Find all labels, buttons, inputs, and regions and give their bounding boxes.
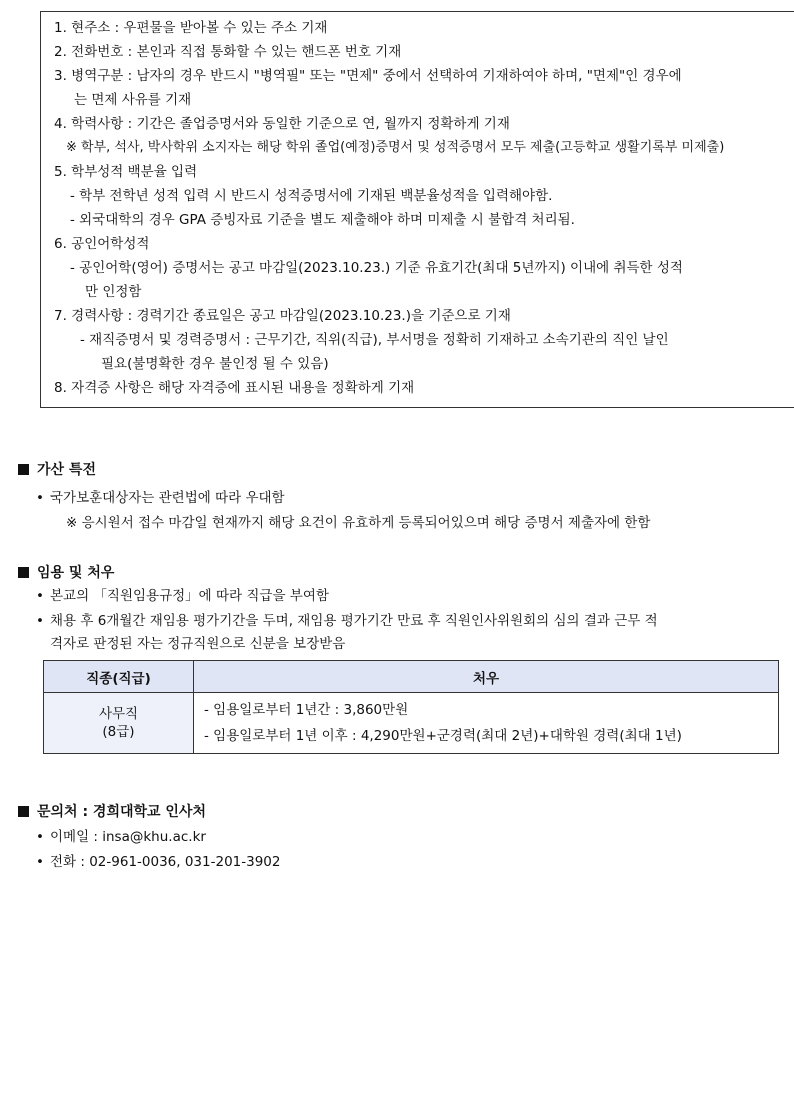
compensation-table [43,660,779,754]
bonus-item: • 국가보훈대상자는 관련법에 따라 우대함 [36,490,285,506]
guide-item-gpa-sub1: - 학부 전학년 성적 입력 시 반드시 성적증명서에 기재된 백분율성적을 입력해야함. [70,188,553,204]
guide-item-certificate: 8. 자격증 사항은 해당 자격증에 표시된 내용을 정확하게 기재 [54,380,415,396]
guide-item-career-sub1-cont: 필요(불명확한 경우 불인정 될 수 있음) [101,356,329,372]
table-header-compensation: 처우 [194,661,779,693]
table-header-rank: 직종(직급) [44,661,194,693]
guide-item-career-sub1: - 재직증명서 및 경력증명서 : 근무기간, 직위(직급), 부서명을 정확히 기재하고 소속기관의 직인 날인 [80,332,669,348]
section-title-appointment: 임용 및 처우 [18,562,114,582]
section-title-bonus: 가산 특전 [18,459,96,479]
table-header-row [44,661,779,693]
guide-item-language-sub1-cont: 만 인정함 [85,284,142,300]
contact-phone: • 전화 : 02-961-0036, 031-201-3902 [36,854,281,870]
square-bullet-icon [18,806,29,817]
bullet-dot-icon: • [36,588,44,604]
guide-item-gpa-sub2: - 외국대학의 경우 GPA 증빙자료 기준을 별도 제출해야 하며 미제출 시 불합격 처리됨. [70,212,575,228]
compensation-after-first-year: - 임용일로부터 1년 이후 : 4,290만원+군경력(최대 2년)+대학원 경력(최대 1년) [204,728,682,744]
rank-grade: (8급) [102,724,135,740]
guide-item-phone: 2. 전화번호 : 본인과 직접 통화할 수 있는 핸드폰 번호 기재 [54,44,402,60]
section-title-contact: 문의처 : 경희대학교 인사처 [18,801,206,821]
guide-item-language: 6. 공인어학성적 [54,236,150,252]
compensation-first-year: - 임용일로부터 1년간 : 3,860만원 [204,702,409,718]
guide-item-gpa: 5. 학부성적 백분율 입력 [54,164,198,180]
square-bullet-icon [18,464,29,475]
guide-item-education: 4. 학력사항 : 기간은 졸업증명서와 동일한 기준으로 연, 월까지 정확하게 기재 [54,116,510,132]
guide-item-language-sub1: - 공인어학(영어) 증명서는 공고 마감일(2023.10.23.) 기준 유효기간(최대 5년까지) 이내에 취득한 성적 [70,260,683,276]
appointment-item-rank: • 본교의 「직원임용규정」에 따라 직급을 부여함 [36,588,329,604]
guide-item-address: 1. 현주소 : 우편물을 받아볼 수 있는 주소 기재 [54,20,328,36]
appointment-item-probation: • 채용 후 6개월간 재임용 평가기간을 두며, 재임용 평가기간 만료 후 직원인사위원회의 심의 결과 근무 적 [36,613,658,629]
square-bullet-icon [18,567,29,578]
guide-item-military-cont: 는 면제 사유를 기재 [74,92,192,108]
table-row [44,693,779,754]
guide-item-career: 7. 경력사항 : 경력기간 종료일은 공고 마감일(2023.10.23.)을 기준으로 기재 [54,308,511,324]
appointment-item-probation-cont: 격자로 판정된 자는 정규직원으로 신분을 보장받음 [50,636,346,652]
table-cell-rank [44,693,194,754]
bullet-dot-icon: • [36,854,44,870]
table-cell-compensation [194,693,779,754]
guide-item-military: 3. 병역구분 : 남자의 경우 반드시 "병역필" 또는 "면제" 중에서 선택하여 기재하여야 하며, "면제"인 경우에 [54,68,682,84]
bonus-note: ※ 응시원서 접수 마감일 현재까지 해당 요건이 유효하게 등록되어있으며 해당 증명서 제출자에 한함 [66,515,651,531]
bullet-dot-icon: • [36,829,44,845]
contact-email: • 이메일 : insa@khu.ac.kr [36,829,206,845]
bullet-dot-icon: • [36,490,44,506]
rank-title: 사무직 [98,706,139,722]
bullet-dot-icon: • [36,613,44,629]
guide-item-education-note: ※ 학부, 석사, 박사학위 소지자는 해당 학위 졸업(예정)증명서 및 성적증명서 모두 제출(고등학교 생활기록부 미제출) [66,140,725,155]
application-guide-box [40,11,794,408]
